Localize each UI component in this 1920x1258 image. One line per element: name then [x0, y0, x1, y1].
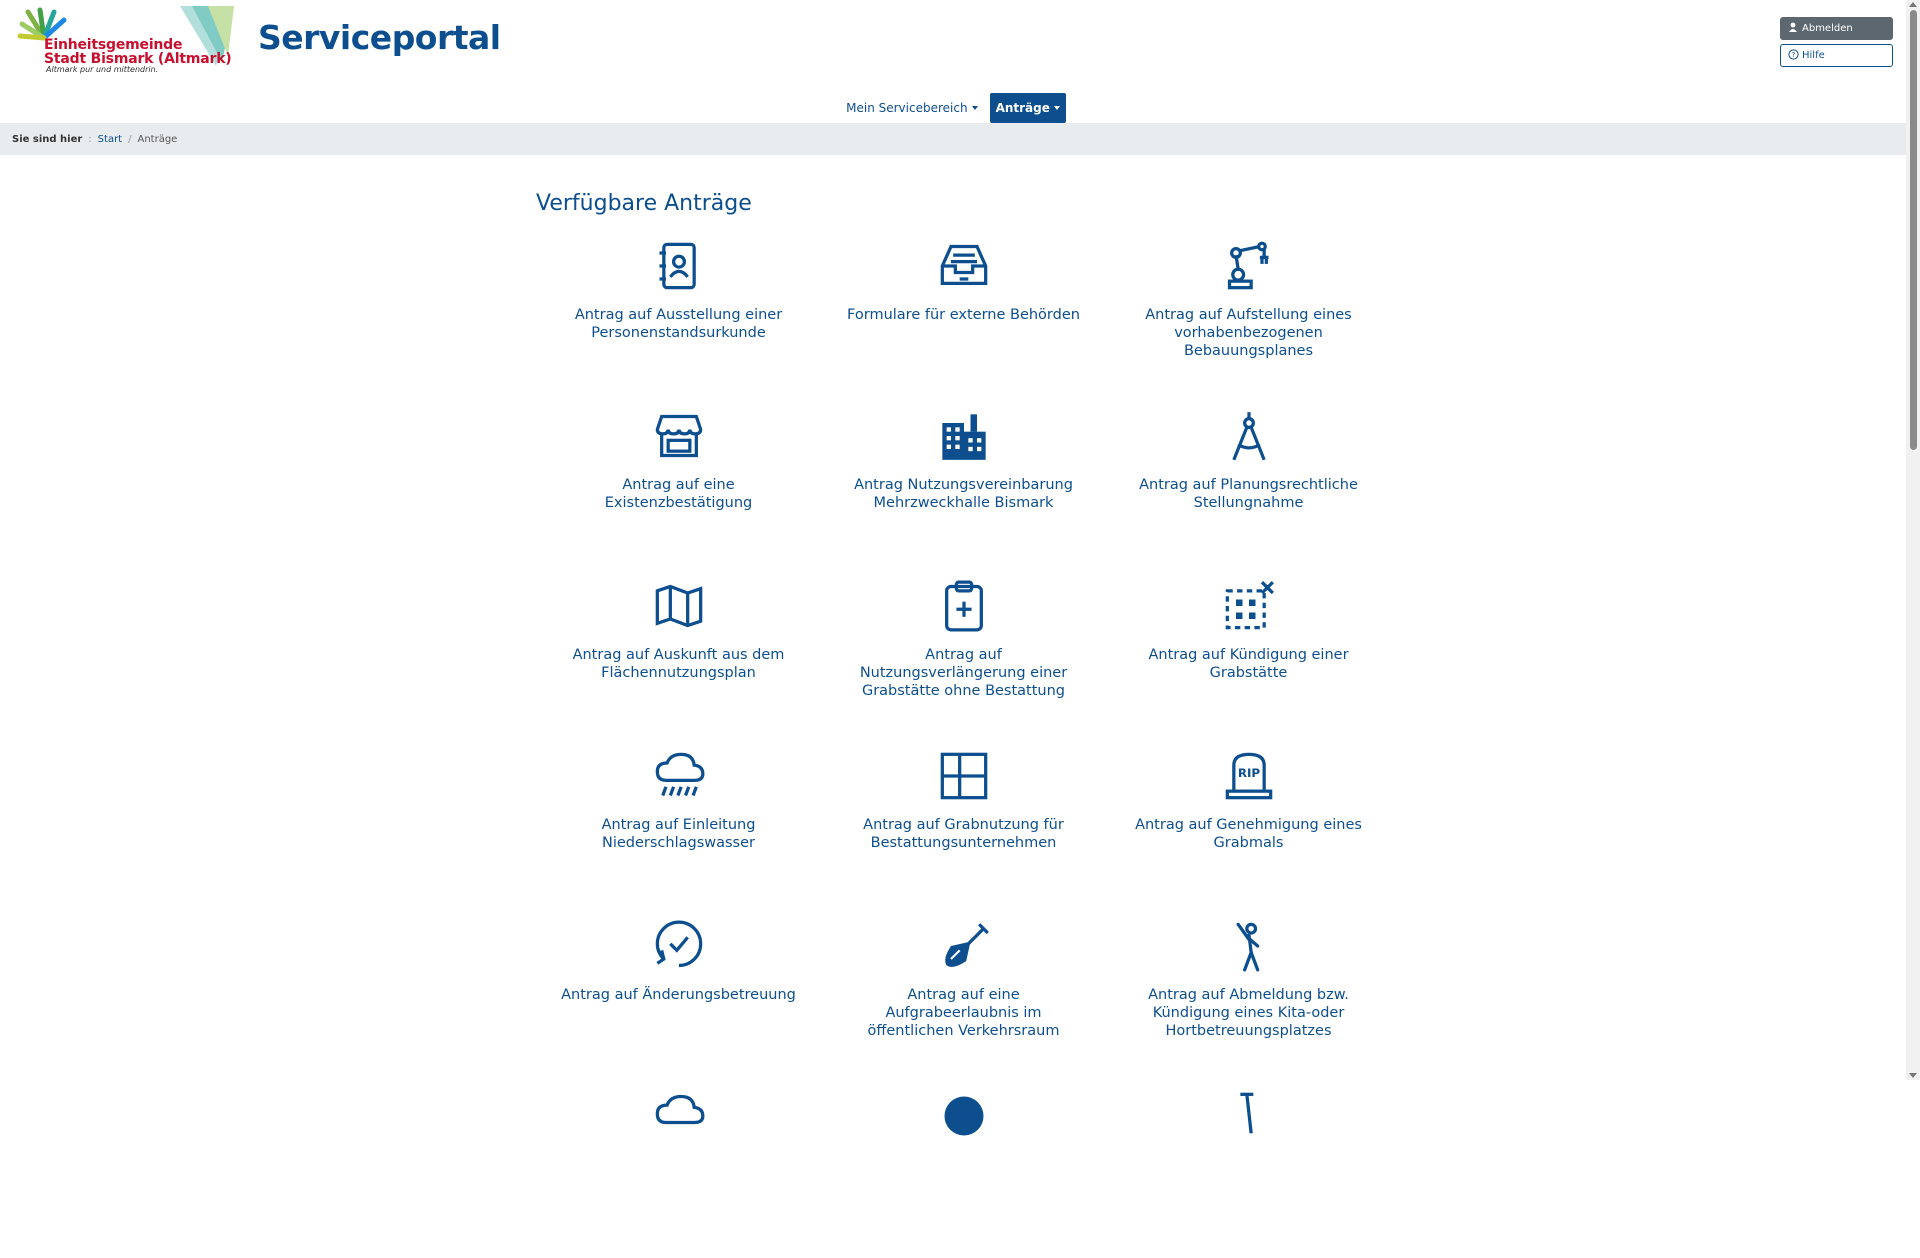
nav-label: Anträge [995, 101, 1050, 115]
tile-personenstandsurkunde[interactable] [536, 238, 821, 408]
tile-abmeldung-kita[interactable] [1106, 918, 1391, 1088]
breadcrumb-colon: : [88, 133, 92, 145]
svg-text:?: ? [1791, 50, 1796, 59]
page-title: Verfügbare Anträge [536, 191, 752, 216]
tile-next-row-1[interactable] [536, 1088, 821, 1258]
caret-down-icon [972, 106, 978, 110]
logo-tagline: Altmark pur und mittendrin. [46, 65, 159, 74]
breadcrumb-current: Anträge [137, 133, 178, 145]
user-icon [1788, 22, 1798, 35]
tile-nutzungsverlaengerung-grabstaette[interactable] [821, 578, 1106, 748]
gravestone-rip-icon [1221, 748, 1277, 804]
logout-button[interactable] [1780, 17, 1893, 40]
tile-planungsrechtliche-stellungnahme[interactable] [1106, 408, 1391, 578]
tile-kuendigung-grabstaette[interactable] [1106, 578, 1391, 748]
tile-label: Antrag auf Einleitung Niederschlagswasser [601, 817, 756, 851]
breadcrumb [0, 123, 1906, 155]
map-icon [651, 578, 707, 634]
logo-line1: Einheitsgemeinde [44, 37, 183, 53]
clipboard-plus-icon [936, 578, 992, 634]
tile-label: Formulare für externe Behörden [847, 307, 1080, 323]
tile-formulare-externe-behoerden[interactable] [821, 238, 1106, 408]
breadcrumb-divider: / [128, 133, 132, 145]
tile-label: Antrag auf Ausstellung einer Personenstandsurkunde [574, 307, 783, 341]
robot-arm-icon [1221, 238, 1277, 294]
application-grid [536, 238, 1391, 1258]
nav-label: Mein Servicebereich [846, 101, 968, 115]
logo-line2: Stadt Bismark (Altmark) [44, 51, 232, 67]
grid-cancel-icon [1221, 578, 1277, 634]
tile-genehmigung-grabmal[interactable] [1106, 748, 1391, 918]
scroll-down-arrow-icon[interactable] [1909, 1073, 1917, 1078]
tile-label: Antrag auf Aufstellung eines vorhabenbezogenen Bebauungsplanes [1145, 307, 1352, 359]
circle-icon [936, 1088, 992, 1144]
tile-label: Antrag auf Kündigung einer Grabstätte [1148, 647, 1349, 681]
caret-down-icon [1054, 106, 1060, 110]
scrollbar-thumb[interactable] [1910, 10, 1917, 450]
tile-mehrzweckhalle[interactable] [821, 408, 1106, 578]
compass-drawing-icon [1221, 408, 1277, 464]
buildings-icon [936, 408, 992, 464]
tile-label: Antrag auf Abmeldung bzw. Kündigung eines Kita-oder Hortbetreuungsplatzes [1148, 987, 1349, 1039]
tile-grabnutzung-bestattungsunternehmen[interactable] [821, 748, 1106, 918]
tile-label: Antrag auf Auskunft aus dem Flächennutzungsplan [572, 647, 785, 681]
layout-panels-icon [936, 748, 992, 804]
logout-label: Abmelden [1802, 23, 1853, 34]
clock-check-icon [651, 918, 707, 974]
tile-label: Antrag auf eine Aufgrabeerlaubnis im öffentlichen Verkehrsraum [867, 987, 1060, 1039]
svg-text:RIP: RIP [1237, 766, 1260, 781]
tile-label: Antrag auf Nutzungsverlängerung einer Grabstätte ohne Bestattung [859, 647, 1068, 699]
nav-antraege[interactable] [990, 93, 1066, 123]
tile-aufgrabeerlaubnis[interactable] [821, 918, 1106, 1088]
tile-existenzbestaetigung[interactable] [536, 408, 821, 578]
tile-label: Antrag auf Genehmigung eines Grabmals [1135, 817, 1362, 851]
tile-flaechennutzungsplan[interactable] [536, 578, 821, 748]
store-icon [651, 408, 707, 464]
logo[interactable] [16, 6, 236, 80]
page-scrollbar[interactable] [1906, 0, 1920, 1080]
tool-icon [1221, 1088, 1277, 1144]
tile-bebauungsplan[interactable] [1106, 238, 1391, 408]
scroll-up-arrow-icon[interactable] [1909, 2, 1917, 7]
breadcrumb-prefix: Sie sind hier [12, 133, 83, 145]
tile-label: Antrag Nutzungsvereinbarung Mehrzweckhalle Bismark [854, 477, 1073, 511]
nav-mein-servicebereich[interactable] [840, 93, 983, 123]
address-book-icon [651, 238, 707, 294]
breadcrumb-start-link[interactable]: Start [97, 133, 123, 145]
person-waving-icon [1221, 918, 1277, 974]
main-nav [0, 93, 1906, 123]
help-label: Hilfe [1802, 50, 1825, 61]
tile-label: Antrag auf eine Existenzbestätigung [604, 477, 753, 511]
tile-label: Antrag auf Grabnutzung für Bestattungsunternehmen [863, 817, 1064, 851]
tile-niederschlagswasser[interactable] [536, 748, 821, 918]
shovel-icon [936, 918, 992, 974]
cloud-icon [651, 1088, 707, 1144]
portal-title[interactable]: Serviceportal [258, 18, 501, 57]
tile-label: Antrag auf Planungsrechtliche Stellungnahme [1139, 477, 1358, 511]
tile-next-row-3[interactable] [1106, 1088, 1391, 1258]
inbox-tray-icon [936, 238, 992, 294]
tile-aenderungsbetreuung[interactable] [536, 918, 821, 1088]
tile-next-row-2[interactable] [821, 1088, 1106, 1258]
tile-label: Antrag auf Änderungsbetreuung [561, 987, 796, 1003]
help-button[interactable] [1780, 44, 1893, 67]
question-circle-icon [1788, 49, 1799, 63]
rain-cloud-icon [651, 748, 707, 804]
